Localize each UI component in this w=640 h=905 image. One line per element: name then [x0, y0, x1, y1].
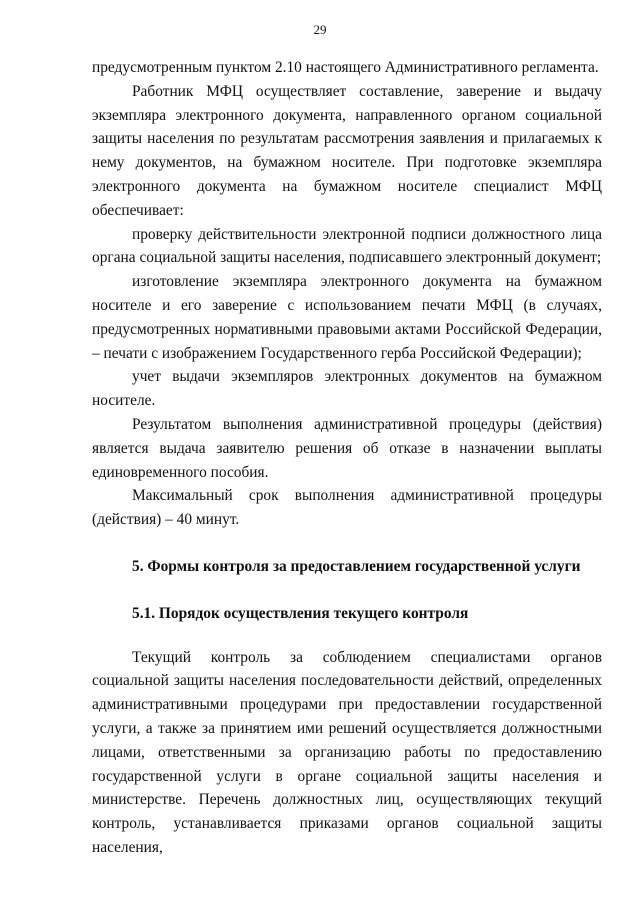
paragraph-paper-copy: изготовление экземпляра электронного документа на бумажном носителе и его заверение с использованием печати МФЦ (в случаях, предусмотренных нормативными правовыми актами Российской Федерации, – печати с изображением Государственного герба Российской Федерации);	[92, 273, 602, 362]
page-number: 29	[313, 22, 327, 37]
paragraph-current-control: Текущий контроль за соблюдением специалистами органов социальной защиты населения последовательности действий, определенных административными процедурами при предоставлении государственной услуги, а также за принятием ими решений осуществляется должностными лицами, ответственными за организацию работы по предоставлению государственной услуги в органе социальной защиты населения и министерстве. Перечень должностных лиц, осуществляющих текущий контроль, устанавливается приказами органов социальной защиты населения,	[92, 648, 602, 856]
paragraph-signature-check: проверку действительности электронной подписи должностного лица органа социальной защиты населения, подписавшего электронный документ;	[92, 225, 602, 267]
paragraph-max-duration: Максимальный срок выполнения административной процедуры (действия) – 40 минут.	[92, 487, 602, 529]
paragraph-continuation: предусмотренным пунктом 2.10 настоящего Административного регламента.	[92, 59, 599, 76]
paragraph-procedure-result: Результатом выполнения административной процедуры (действия) является выдача заявителю решения об отказе в назначении выплаты единовременного пособия.	[92, 415, 602, 481]
section-heading-5: 5. Формы контроля за предоставлением государственной услуги	[132, 557, 581, 575]
document-body	[92, 56, 602, 860]
section-heading-5-1: 5.1. Порядок осуществления текущего контроля	[132, 604, 469, 622]
paragraph-mfc-worker: Работник МФЦ осуществляет составление, заверение и выдачу экземпляра электронного документа, направленного органом социальной защиты населения по результатам рассмотрения заявления и прилагаемых к нему документов, на бумажном носителе. При подготовке экземпляра электронного документа на бумажном носителе специалист МФЦ обеспечивает:	[92, 82, 602, 219]
paragraph-issue-record: учет выдачи экземпляров электронных документов на бумажном носителе.	[92, 368, 602, 410]
